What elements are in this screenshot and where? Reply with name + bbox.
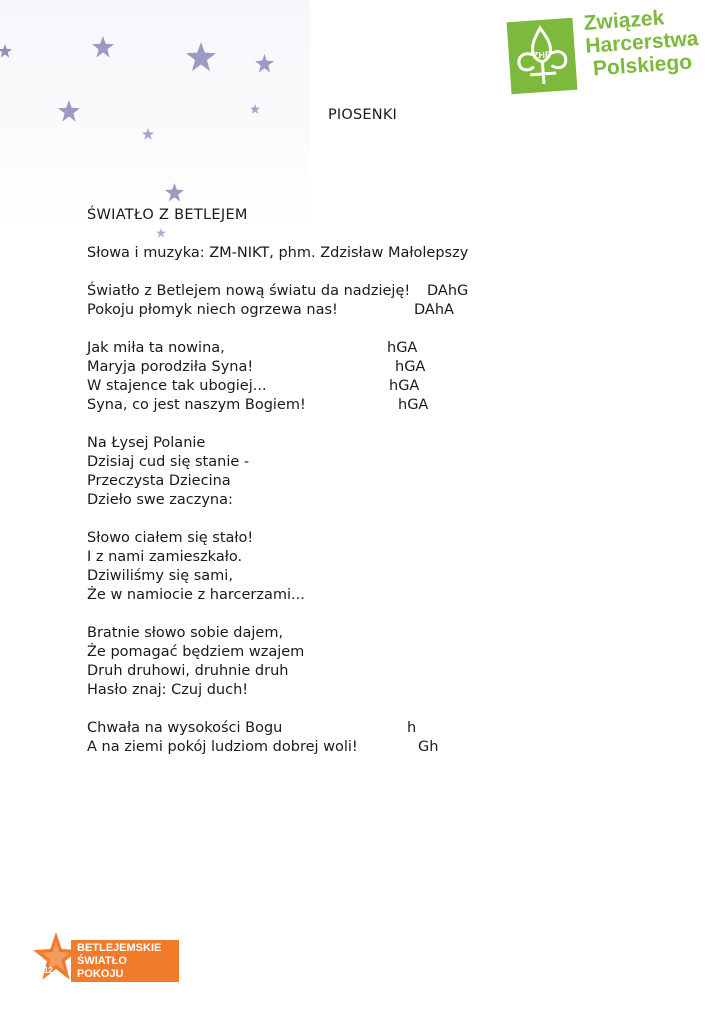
page-title-text: PIOSENKI xyxy=(327,107,398,123)
zhp-line-3: Polskiego xyxy=(592,50,693,81)
lyric-line: Że pomagać będziem wzajem xyxy=(87,644,305,660)
lyric-line: Przeczysta Dziecina xyxy=(87,473,231,489)
stanza-1 xyxy=(87,282,647,320)
footer-logo-line-1: BETLEJEMSKIE xyxy=(77,942,162,954)
chord-label: hGA xyxy=(398,397,429,413)
lyric-line xyxy=(87,358,647,377)
lyric-text: Chwała na wysokości Bogu xyxy=(87,720,283,736)
lyric-text: A na ziemi pokój ludziom dobrej woli! xyxy=(87,739,358,755)
footer-logo-line-3: POKOJU xyxy=(77,968,124,980)
lyric-line: Bratnie słowo sobie dajem, xyxy=(87,625,284,641)
zhp-logo xyxy=(509,6,713,96)
lyric-line xyxy=(87,396,647,415)
lyric-text: Maryja porodziła Syna! xyxy=(87,359,254,375)
star-icon xyxy=(142,128,154,140)
lyric-text: Światło z Betlejem nową światu da nadzieję! xyxy=(87,283,411,299)
betlejemskie-swiatlo-logo xyxy=(33,932,181,984)
stanza-4 xyxy=(87,529,647,605)
lyric-line: Dzisiaj cud się stanie - xyxy=(87,454,250,470)
chord-label: DAhG xyxy=(427,283,469,299)
zhp-emblem-text: ZHP xyxy=(532,49,552,61)
lyric-line xyxy=(87,301,647,320)
chord-label: hGA xyxy=(395,359,426,375)
lyric-line xyxy=(87,339,647,358)
song-content xyxy=(87,206,647,757)
chord-label: hGA xyxy=(387,340,418,356)
lyric-line: Że w namiocie z harcerzami... xyxy=(87,587,305,603)
lyric-line xyxy=(87,377,647,396)
song-title: ŚWIATŁO Z BETLEJEM xyxy=(87,207,248,223)
lyric-line: Dzieło swe zaczyna: xyxy=(87,492,233,508)
star-icon xyxy=(186,42,216,72)
chord-label: DAhA xyxy=(414,302,454,318)
zhp-wordmark xyxy=(583,4,701,81)
lyric-line: Dziwiliśmy się sami, xyxy=(87,568,233,584)
zhp-line-1: Związek xyxy=(583,6,665,35)
lyric-text: Syna, co jest naszym Bogiem! xyxy=(87,397,306,413)
lyric-line: Druh druhowi, druhnie druh xyxy=(87,663,289,679)
star-icon xyxy=(92,36,114,58)
lyric-line xyxy=(87,738,647,757)
lyric-line xyxy=(87,282,647,301)
lyric-line: Hasło znaj: Czuj duch! xyxy=(87,682,249,698)
lyric-text: Pokoju płomyk niech ogrzewa nas! xyxy=(87,302,338,318)
star-icon xyxy=(255,54,274,73)
zhp-line-2: Harcerstwa xyxy=(584,27,700,58)
star-icon xyxy=(165,183,184,202)
logo-text-box xyxy=(71,940,179,982)
lyric-text: W stajence tak ubogiej... xyxy=(87,378,267,394)
chord-label: hGA xyxy=(389,378,420,394)
star-icon xyxy=(0,44,12,58)
star-icon xyxy=(33,932,79,986)
zhp-emblem xyxy=(507,18,578,94)
lyric-line: Słowo ciałem się stało! xyxy=(87,530,254,546)
stanza-6 xyxy=(87,719,647,757)
chord-label: h xyxy=(407,720,417,736)
stanza-5 xyxy=(87,624,647,700)
lyric-line xyxy=(87,719,647,738)
stanza-2 xyxy=(87,339,647,415)
footer-logo-line-2: ŚWIATŁO xyxy=(77,955,127,967)
logo-year: 2012 xyxy=(35,966,53,975)
lyric-line: Na Łysej Polanie xyxy=(87,435,206,451)
stanza-3 xyxy=(87,434,647,510)
lyric-text: Jak miła ta nowina, xyxy=(87,340,225,356)
page-title xyxy=(0,107,725,123)
lyric-line: I z nami zamieszkało. xyxy=(87,549,243,565)
song-credits: Słowa i muzyka: ZM-NIKT, phm. Zdzisław Małolepszy xyxy=(87,245,469,261)
chord-label: Gh xyxy=(418,739,439,755)
